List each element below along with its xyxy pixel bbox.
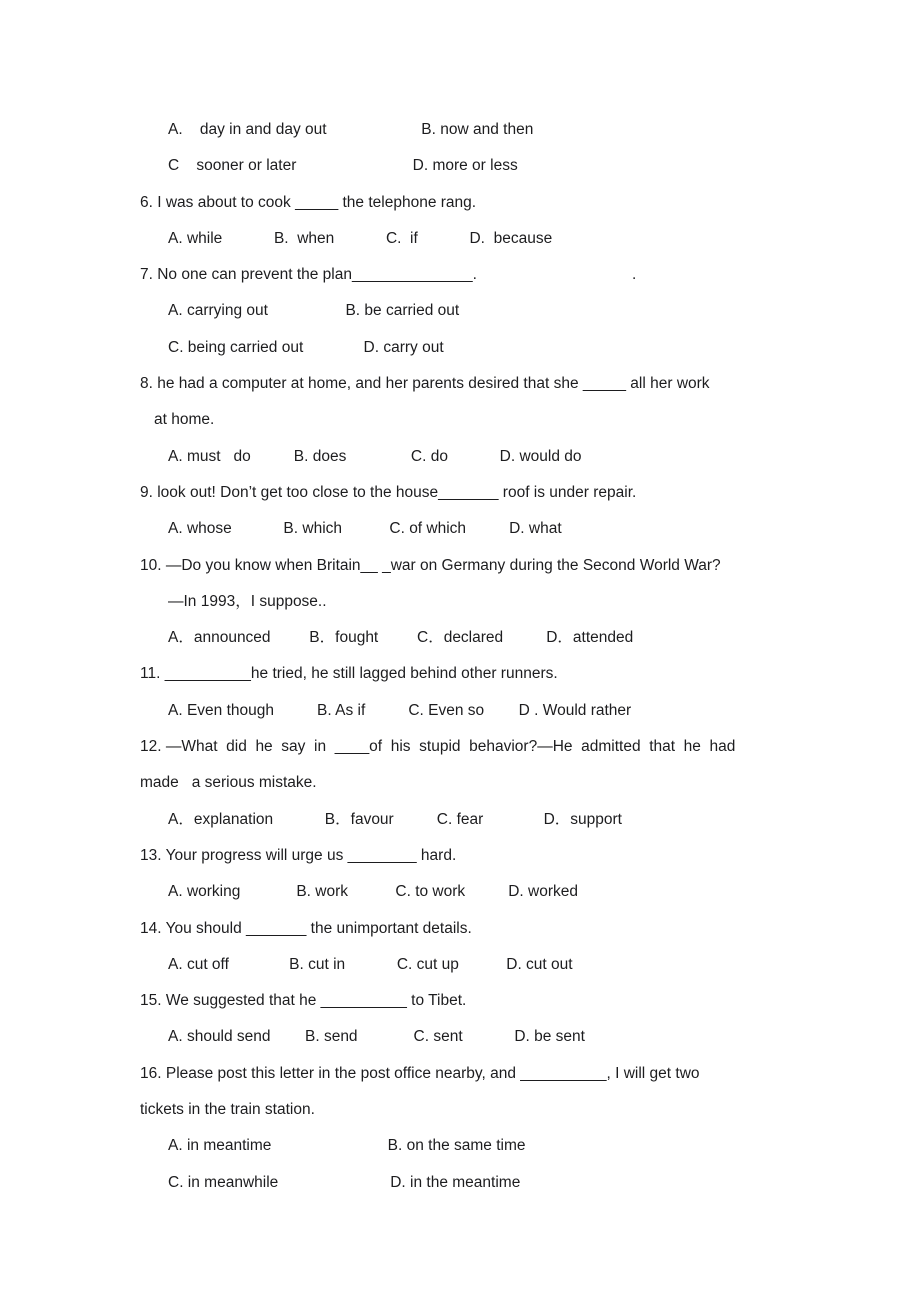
document-line: 7. No one can prevent the plan______________. .: [140, 266, 637, 284]
document-line: 8. he had a computer at home, and her parents desired that she _____ all her work: [140, 375, 710, 393]
document-line: A. working B. work C. to work D. worked: [168, 883, 578, 901]
document-line: 12. —What did he say in ____of his stupid behavior?—He admitted that he had: [140, 738, 736, 756]
document-line: at home.: [154, 411, 215, 429]
document-line: C sooner or later D. more or less: [168, 157, 518, 175]
document-line: A. cut off B. cut in C. cut up D. cut out: [168, 955, 573, 973]
document-line: 11. __________he tried, he still lagged behind other runners.: [140, 665, 558, 683]
document-line: A. must do B. does C. do D. would do: [168, 447, 582, 465]
document-line: A. Even though B. As if C. Even so D . Would rather: [168, 701, 632, 719]
document-line: 15. We suggested that he __________ to Tibet.: [140, 992, 467, 1010]
document-line: A. in meantime B. on the same time: [168, 1137, 526, 1155]
document-line: A. carrying out B. be carried out: [168, 302, 460, 320]
document-line: —In 1993，I suppose..: [168, 592, 327, 610]
document-line: A. whose B. which C. of which D. what: [168, 520, 562, 538]
document-line: made a serious mistake.: [140, 774, 317, 792]
exam-document-body: [140, 112, 820, 1201]
document-line: 13. Your progress will urge us ________ hard.: [140, 846, 457, 864]
document-line: 6. I was about to cook _____ the telephone rang.: [140, 193, 477, 211]
document-line: 10. —Do you know when Britain__ _war on Germany during the Second World War?: [140, 556, 721, 574]
document-line: tickets in the train station.: [140, 1101, 315, 1119]
document-line: A. should send B. send C. sent D. be sent: [168, 1028, 585, 1046]
document-line: A．announced B．fought C．declared D．attended: [168, 629, 634, 647]
document-line: A. day in and day out B. now and then: [168, 121, 534, 138]
document-line: C. being carried out D. carry out: [168, 338, 444, 356]
document-line: C. in meanwhile D. in the meantime: [168, 1173, 521, 1191]
document-line: A．explanation B．favour C. fear D．support: [168, 810, 622, 828]
document-line: 9. look out! Don’t get too close to the house_______ roof is under repair.: [140, 483, 637, 501]
document-line: 16. Please post this letter in the post office nearby, and __________, I will get two: [140, 1064, 700, 1082]
document-line: A. while B. when C. if D. because: [168, 229, 553, 247]
document-line: 14. You should _______ the unimportant details.: [140, 919, 472, 937]
